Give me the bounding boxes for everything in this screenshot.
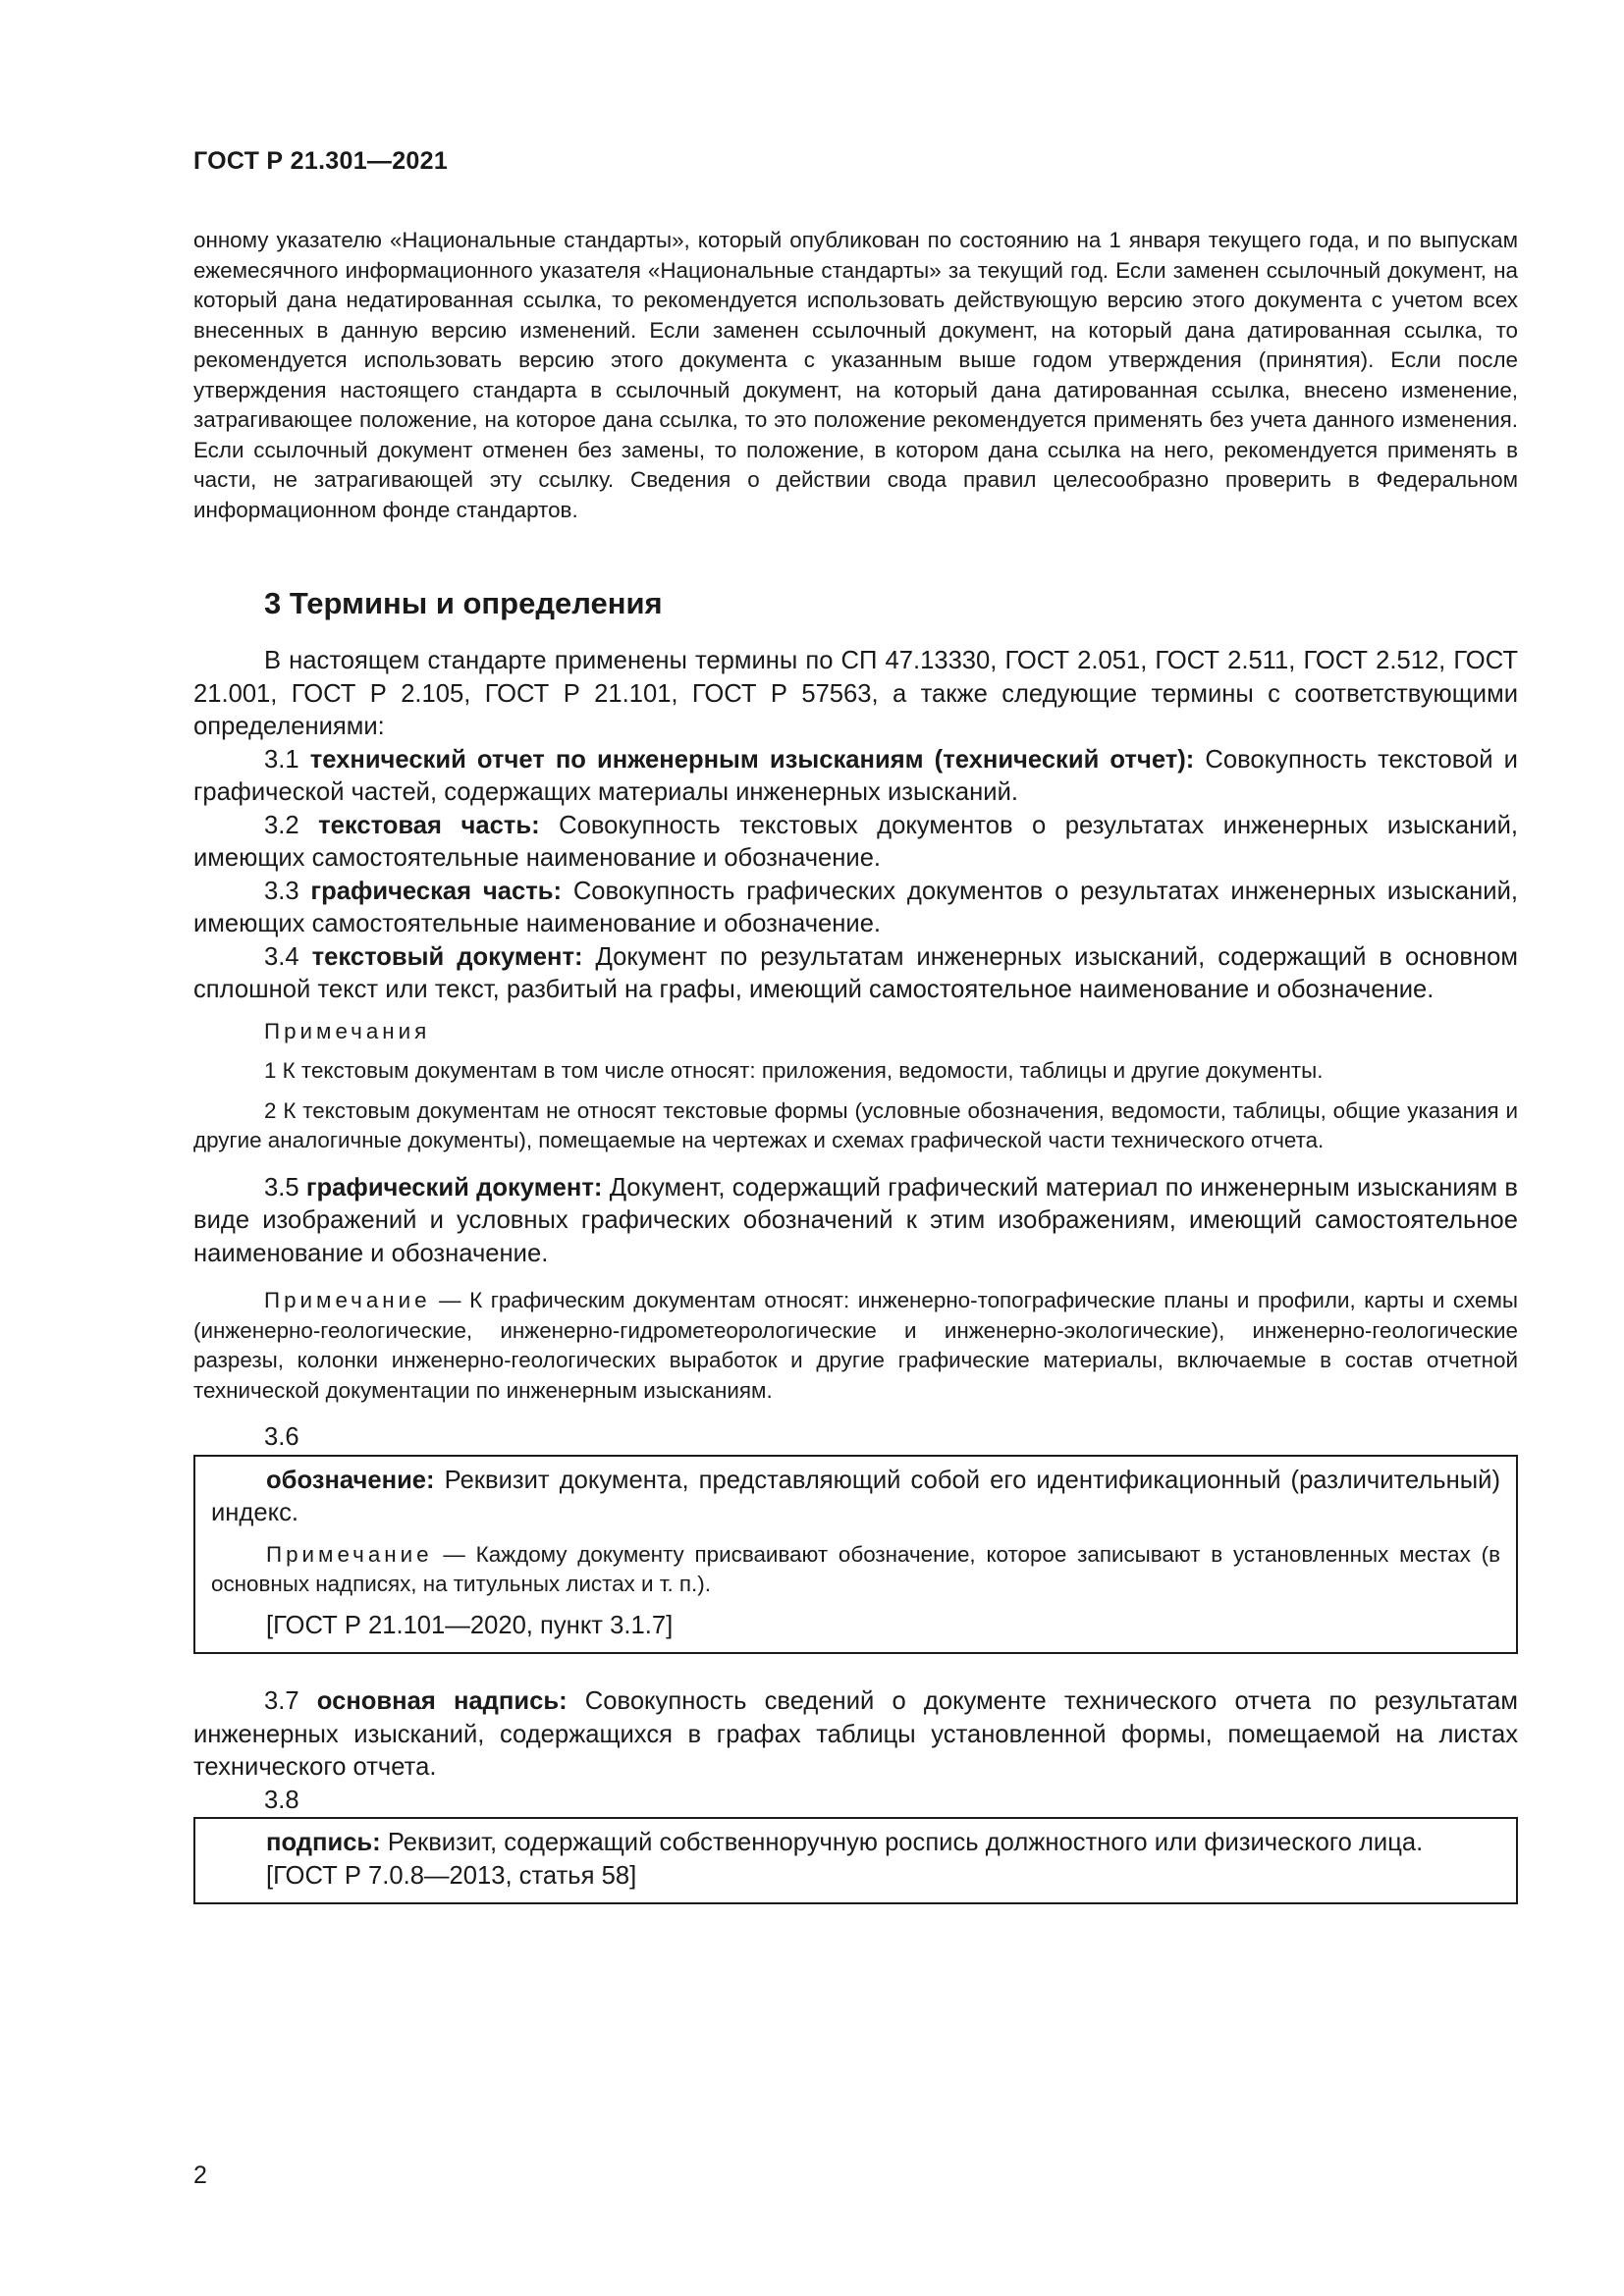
term-name: текстовая часть: [318, 811, 540, 839]
section-title: 3 Термины и определения [264, 586, 663, 620]
note-item-2: 2 К текстовым документам не относят текстовые формы (условные обозначения, ведомости, таблицы, общие указания и другие аналогичные документы), помещаемые на чертежах и схемах графической части технического отчета. [193, 1097, 1518, 1152]
term-definition: Реквизит, содержащий собственноручную роспись должностного или физического лица. [387, 1829, 1424, 1856]
term-definition: Совокупность графических документов о результатах инженерных изысканий, имеющих самостоятельные наименование и обозначение. [193, 877, 1518, 937]
term-name: графическая часть: [310, 877, 562, 905]
note-text: — К графическим документам относят: инженерно-топографические планы и профили, карты и схемы (инженерно-геологические, инженерно-гидрометеорологические и инженерно-экологические), инженерно-геологические разрезы, колонки инженерно-геологических выработок и другие графические материалы, включаемые в состав отчетной технической документации по инженерным изысканиям. [193, 1288, 1518, 1403]
term-definition: Совокупность текстовых документов о результатах инженерных изысканий, имеющих самостоятельные наименование и обозначение. [193, 811, 1518, 872]
term-number: 3.4 [264, 942, 299, 971]
term-name: технический отчет по инженерным изысканиям (технический отчет): [309, 745, 1195, 774]
term-3-6-number: 3.6 [264, 1423, 299, 1451]
term-name: графический документ: [305, 1173, 603, 1201]
note-label: Примечание [266, 1541, 433, 1567]
page-number: 2 [193, 2162, 207, 2189]
term-3-7 [193, 1685, 1518, 1785]
term-3-1 [193, 744, 1518, 810]
term-3-8 [211, 1827, 1500, 1860]
term-number: 3.2 [264, 811, 299, 839]
section-lead: В настоящем стандарте применены термины по СП 47.13330, ГОСТ 2.051, ГОСТ 2.511, ГОСТ 2.512, ГОСТ 21.001, ГОСТ Р 2.105, ГОСТ Р 21.101, ГОСТ Р 57563, а также следующие термины с соответствующими определениями: [193, 647, 1518, 740]
term-3-6-box [193, 1455, 1518, 1655]
document-code-header: ГОСТ Р 21.301—2021 [193, 147, 449, 175]
term-3-6 [211, 1465, 1500, 1530]
term-definition: Документ, содержащий графический материал по инженерным изысканиям в виде изображений и условных графических обозначений к этим изображениям, имеющий самостоятельное наименование и обозначение. [193, 1173, 1518, 1267]
term-name: подпись: [266, 1829, 381, 1856]
term-3-6-source: [ГОСТ Р 21.101—2020, пункт 3.1.7] [266, 1611, 674, 1639]
note-label: Примечание [264, 1288, 431, 1312]
term-name: обозначение: [266, 1466, 435, 1494]
term-name: основная надпись: [316, 1687, 568, 1715]
term-name: текстовый документ: [311, 942, 583, 971]
note-3-5 [193, 1286, 1518, 1406]
term-number: 3.5 [264, 1173, 299, 1201]
section-body [193, 645, 1518, 1904]
term-3-2 [193, 810, 1518, 876]
term-3-4 [193, 941, 1518, 1007]
note-text: — Каждому документу присваивают обозначение, которое записывают в установленных местах (в основных надписях, на титульных листах и т. п.). [211, 1541, 1500, 1596]
term-3-8-box [193, 1817, 1518, 1904]
term-definition: Совокупность сведений о документе технического отчета по результатам инженерных изысканий, содержащихся в графах таблицы установленной формы, помещаемой на листах технического отчета. [193, 1687, 1518, 1781]
term-3-8-source: [ГОСТ Р 7.0.8—2013, статья 58] [266, 1861, 637, 1890]
term-3-5 [193, 1172, 1518, 1271]
term-definition: Документ по результатам инженерных изысканий, содержащий в основном сплошной текст или текст, разбитый на графы, имеющий самостоятельное наименование и обозначение. [193, 942, 1518, 1003]
note-item-1: 1 К текстовым документам в том числе относят: приложения, ведомости, таблицы и другие документы. [264, 1058, 1324, 1083]
term-number: 3.1 [264, 745, 299, 774]
notes-heading: Примечания [264, 1018, 431, 1043]
term-3-8-number: 3.8 [264, 1786, 299, 1814]
term-number: 3.7 [264, 1687, 299, 1715]
term-definition: Совокупность текстовой и графической частей, содержащих материалы инженерных изысканий. [193, 745, 1518, 806]
note-3-6 [211, 1540, 1500, 1600]
term-number: 3.3 [264, 877, 299, 905]
intro-paragraph: онному указателю «Национальные стандарты», который опубликован по состоянию на 1 января текущего года, и по выпускам ежемесячного информационного указателя «Национальные стандарты» за текущий год. Если заменен ссылочный документ, на который дана недатированная ссылка, то рекомендуется использовать действующую версию этого документа с учетом всех внесенных в данную версию изменений. Если заменен ссылочный документ, на который дана датированная ссылка, то рекомендуется использовать версию этого документа с указанным выше годом утверждения (принятия). Если после утверждения настоящего стандарта в ссылочный документ, на который дана датированная ссылка, внесено изменение, затрагивающее положение, на которое дана ссылка, то это положение рекомендуется применять без учета данного изменения. Если ссылочный документ отменен без замены, то положение, в котором дана ссылка на него, рекомендуется применять в части, не затрагивающей эту ссылку. Сведения о действии свода правил целесообразно проверить в Федеральном информационном фонде стандартов. [193, 228, 1518, 522]
term-definition: Реквизит документа, представляющий собой его идентификационный (различительный) индекс. [211, 1466, 1500, 1526]
term-3-3 [193, 876, 1518, 941]
